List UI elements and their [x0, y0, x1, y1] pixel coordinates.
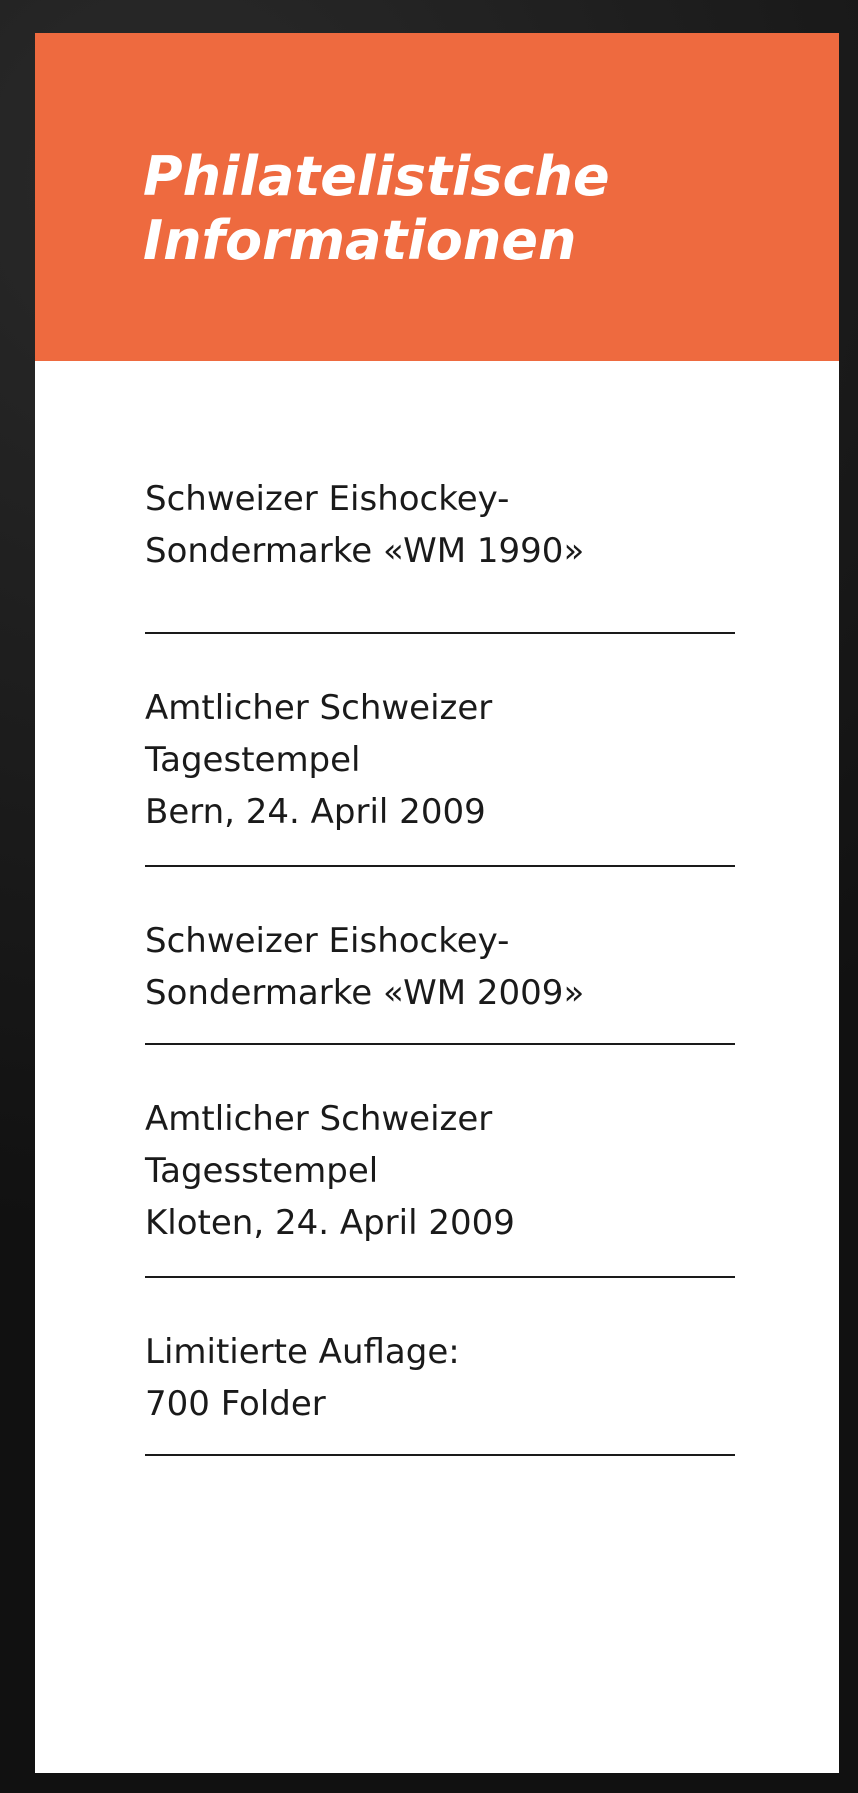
header-banner [35, 33, 839, 361]
item-text-line: Schweizer Eishockey- [145, 921, 510, 961]
list-item-stamp-1990 [145, 473, 735, 634]
item-text-line: Limitierte Auflage: [145, 1332, 460, 1372]
list-item-edition [145, 1278, 735, 1456]
item-text-line: Schweizer Eishockey- [145, 479, 510, 519]
info-list [145, 473, 735, 1456]
page-title [143, 145, 610, 273]
item-text-line: Kloten, 24. April 2009 [145, 1203, 515, 1243]
list-item-stamp-2009 [145, 867, 735, 1045]
list-item-postmark-kloten [145, 1045, 735, 1278]
title-line-1: Philatelistische [143, 145, 610, 208]
info-card [35, 33, 839, 1773]
item-text-line: Sondermarke «WM 2009» [145, 973, 585, 1013]
item-text-line: Bern, 24. April 2009 [145, 792, 486, 832]
item-text-line: 700 Folder [145, 1384, 326, 1424]
item-text-line: Sondermarke «WM 1990» [145, 531, 585, 571]
title-line-2: Informationen [143, 209, 577, 272]
item-text-line: Amtlicher Schweizer [145, 688, 493, 728]
item-text-line: Tagesstempel [145, 1151, 379, 1191]
item-text-line: Amtlicher Schweizer [145, 1099, 493, 1139]
item-text-line: Tagestempel [145, 740, 361, 780]
list-item-postmark-bern [145, 634, 735, 867]
